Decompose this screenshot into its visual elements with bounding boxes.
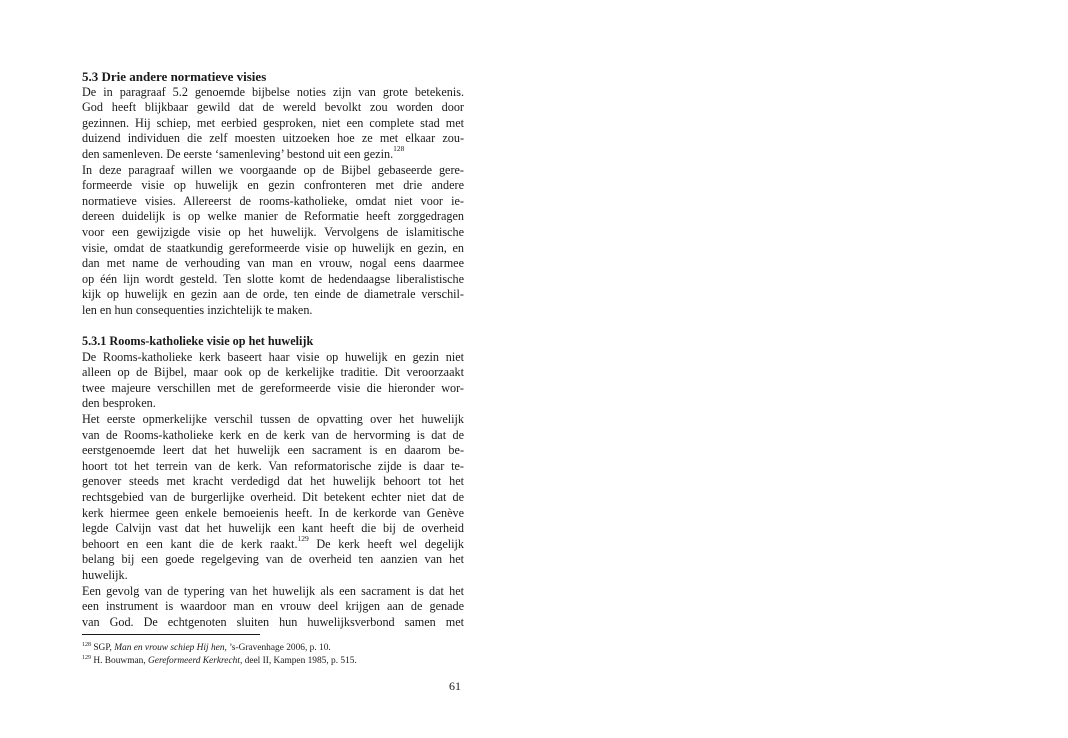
- text-line: van de Rooms-katholieke kerk en de kerk van de hervorming is dat de: [82, 427, 464, 442]
- footnote-text: H. Bouwman,: [91, 656, 149, 666]
- text-line: dan met name de verhouding van man en vrouw, nogal eens daarmee: [82, 256, 464, 271]
- footnote-number: 128: [82, 642, 91, 648]
- subsection-heading: 5.3.1 Rooms-katholieke visie op het huwelijk: [82, 334, 314, 349]
- footnote-title: Gereformeerd Kerkrecht: [148, 656, 240, 666]
- text-line: rechtsgebied van de burgerlijke overheid. Dit betekent echter niet dat de: [82, 490, 464, 505]
- text-line: genover steeds met kracht verdedigd dat het huwelijk behoort tot het: [82, 474, 464, 489]
- text-line: kijk op huwelijk en gezin aan de orde, ten einde de diametrale verschil-: [82, 287, 464, 302]
- text-line: len en hun consequenties inzichtelijk te maken.: [82, 302, 313, 317]
- text-segment: behoort en een kant die de kerk raakt.: [82, 536, 298, 551]
- text-line: alleen op de Bijbel, maar ook op de kerkelijke traditie. Dit veroorzaakt: [82, 365, 464, 380]
- text-line: Een gevolg van de typering van het huwelijk als een sacrament is dat het: [82, 583, 464, 598]
- text-line: eerstgenoemde leert dat het huwelijk een sacrament is en daarom be-: [82, 443, 464, 458]
- text-line: De in paragraaf 5.2 genoemde bijbelse noties zijn van grote betekenis.: [82, 84, 464, 99]
- paragraph-gap: [82, 319, 464, 335]
- body-text: [82, 69, 464, 630]
- text-line: visie, omdat de staatkundig gereformeerde visie op huwelijk en gezin, en: [82, 240, 464, 255]
- text-line: normatieve visies. Allereerst de rooms-katholieke, omdat niet voor ie-: [82, 193, 464, 208]
- footnote-text: SGP,: [91, 643, 115, 653]
- text-line: kerk hiermee geen enkele bemoeienis heeft. In de kerkorde van Genève: [82, 505, 464, 520]
- footnote: [82, 643, 331, 654]
- page-number: 61: [449, 679, 461, 693]
- text-line: legde Calvijn vast dat het huwelijk een kant heeft die bij de overheid: [82, 521, 464, 536]
- text-line: hoort tot het terrein van de kerk. Van reformatorische zijde is daar te-: [82, 458, 464, 473]
- text-segment: De kerk heeft wel degelijk: [308, 536, 464, 551]
- footnote: [82, 656, 357, 667]
- footnote-divider: [82, 634, 260, 635]
- text-line: huwelijk.: [82, 568, 128, 582]
- text-line: van God. De echtgenoten sluiten hun huwelijksverbond samen met: [82, 614, 464, 629]
- text-line: op één lijn wordt gesteld. Ten slotte komt de hedendaagse liberalistische: [82, 271, 464, 286]
- text-line: belang bij een goede regelgeving van de overheid ten aanzien van het: [82, 552, 464, 567]
- text-line: [82, 143, 464, 163]
- text-line: gezinnen. Hij schiep, met eerbied gesproken, niet een complete stad met: [82, 115, 464, 130]
- footnote-text: , deel II, Kampen 1985, p. 515.: [239, 656, 357, 666]
- section-heading: 5.3 Drie andere normatieve visies: [82, 69, 267, 84]
- text-line: een instrument is waardoor man en vrouw deel krijgen aan de genade: [82, 599, 464, 614]
- footnote-ref: 129: [297, 533, 309, 543]
- text-line: voor een gewijzigde visie op het huwelijk. Vervolgens de islamitische: [82, 224, 464, 239]
- text-line: De Rooms-katholieke kerk baseert haar visie op huwelijk en gezin niet: [82, 349, 464, 364]
- text-segment: den samenleven. De eerste ‘samenleving’ bestond uit een gezin.: [82, 146, 394, 161]
- text-line: duizend individuen die zelf moesten uitzoeken hoe ze met elkaar zou-: [82, 131, 464, 146]
- footnote-title: Man en vrouw schiep Hij hen: [114, 643, 225, 653]
- footnote-number: 129: [82, 655, 91, 661]
- text-line: twee majeure verschillen met de gereformeerde visie die hieronder wor-: [82, 380, 464, 395]
- text-line: [82, 533, 464, 553]
- footnote-text: , ’s-Gravenhage 2006, p. 10.: [224, 643, 331, 653]
- text-line: God heeft blijkbaar gewild dat de wereld bevolkt zou worden door: [82, 100, 464, 115]
- text-line: In deze paragraaf willen we voorgaande op de Bijbel gebaseerde gere-: [82, 162, 464, 177]
- text-line: den besproken.: [82, 396, 156, 411]
- text-line: Het eerste opmerkelijke verschil tussen de opvatting over het huwelijk: [82, 412, 464, 427]
- footnote-ref: 128: [393, 143, 405, 153]
- text-line: dereen duidelijk is op welke manier de Reformatie heeft zorggedragen: [82, 209, 464, 224]
- text-line: formeerde visie op huwelijk en gezin confronteren met drie andere: [82, 178, 464, 193]
